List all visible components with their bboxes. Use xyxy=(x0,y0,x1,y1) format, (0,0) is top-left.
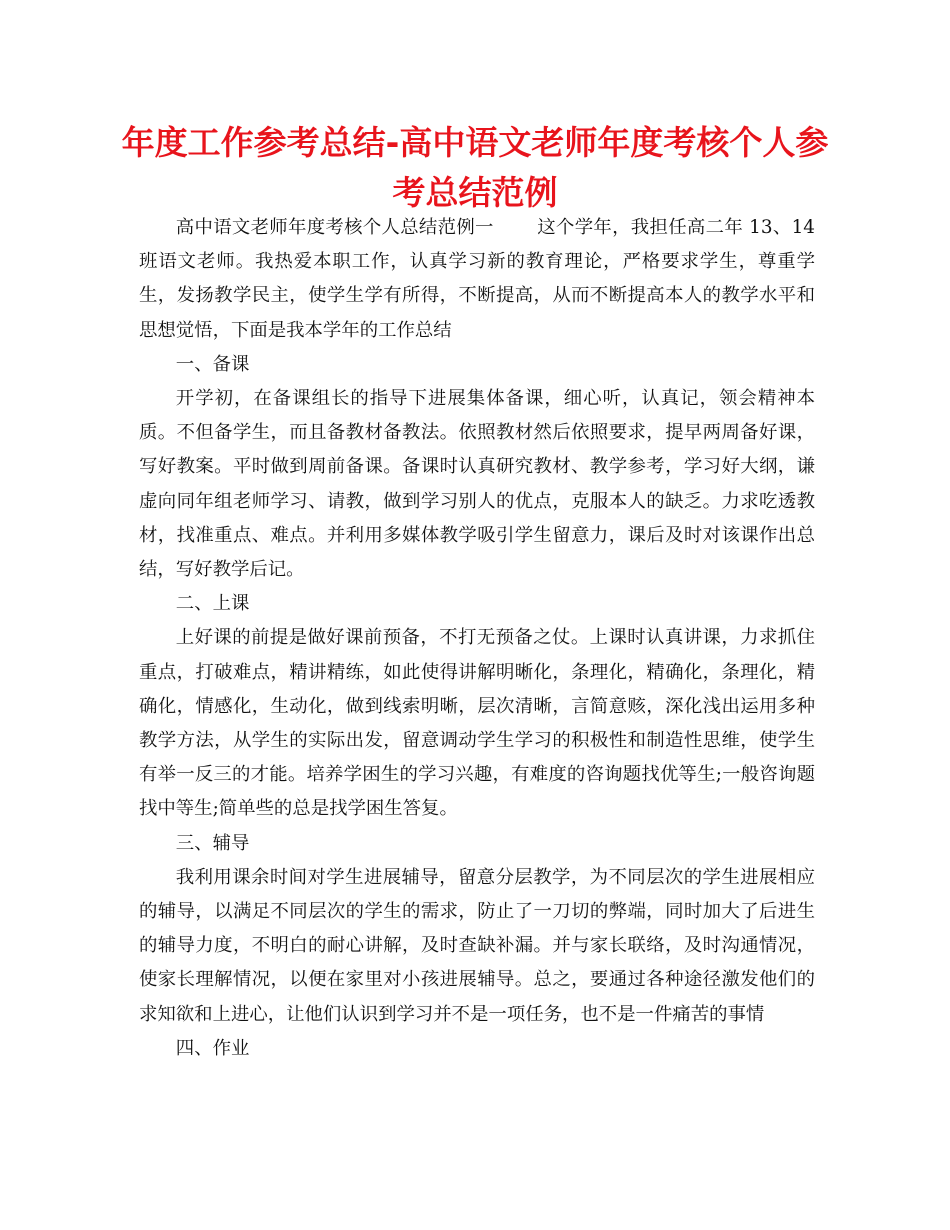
document-body xyxy=(139,211,815,1066)
section-heading-lesson-prep: 一、备课 xyxy=(175,353,250,375)
tutoring-paragraph: 我利用课余时间对学生进展辅导，留意分层教学，为不同层次的学生进展相应的辅导，以满足不同层次的学生的需求，防止了一刀切的弊端，同时加大了后进生的辅导力度，不明白的耐心讲解，及时查缺补漏。并与家长联络，及时沟通情况，使家长理解情况，以便在家里对小孩进展辅导。总之，要通过各种途径激发他们的求知欲和上进心，让他们认识到学习并不是一项任务，也不是一件痛苦的事情 xyxy=(139,866,815,1025)
section-heading-homework: 四、作业 xyxy=(175,1037,250,1059)
lesson-prep-paragraph: 开学初，在备课组长的指导下进展集体备课，细心听，认真记，领会精神本质。不但备学生，而且备教材备教法。依照教材然后依照要求，提早两周备好课，写好教案。平时做到周前备课。备课时认真研究教材、教学参考，学习好大纲，谦虚向同年组老师学习、请教，做到学习别人的优点，克服本人的缺乏。力求吃透教材，找准重点、难点。并利用多媒体教学吸引学生留意力，课后及时对该课作出总结，写好教学后记。 xyxy=(139,388,815,581)
teaching-paragraph: 上好课的前提是做好课前预备，不打无预备之仗。上课时认真讲课，力求抓住重点，打破难点，精讲精练，如此使得讲解明晰化，条理化，精确化，条理化，精确化，情感化，生动化，做到线索明晰，层次清晰，言简意赅，深化浅出运用多种教学方法，从学生的实际出发，留意调动学生学习的积极性和制造性思维，使学生有举一反三的才能。培养学困生的学习兴趣，有难度的咨询题找优等生;一般咨询题找中等生;简单些的总是找学困生答复。 xyxy=(139,627,815,820)
section-heading-teaching: 二、上课 xyxy=(175,593,250,615)
section-heading-tutoring: 三、辅导 xyxy=(175,832,250,854)
intro-paragraph: 高中语文老师年度考核个人总结范例一 这个学年，我担任高二年 13、14 班语文老师。我热爱本职工作，认真学习新的教育理论，严格要求学生，尊重学生，发扬教学民主，使学生学有所得，不断提高，从而不断提高本人的教学水平和思想觉悟，下面是我本学年的工作总结 xyxy=(139,217,815,341)
document-title: 年度工作参考总结-高中语文老师年度考核个人参考总结范例 xyxy=(121,123,829,212)
